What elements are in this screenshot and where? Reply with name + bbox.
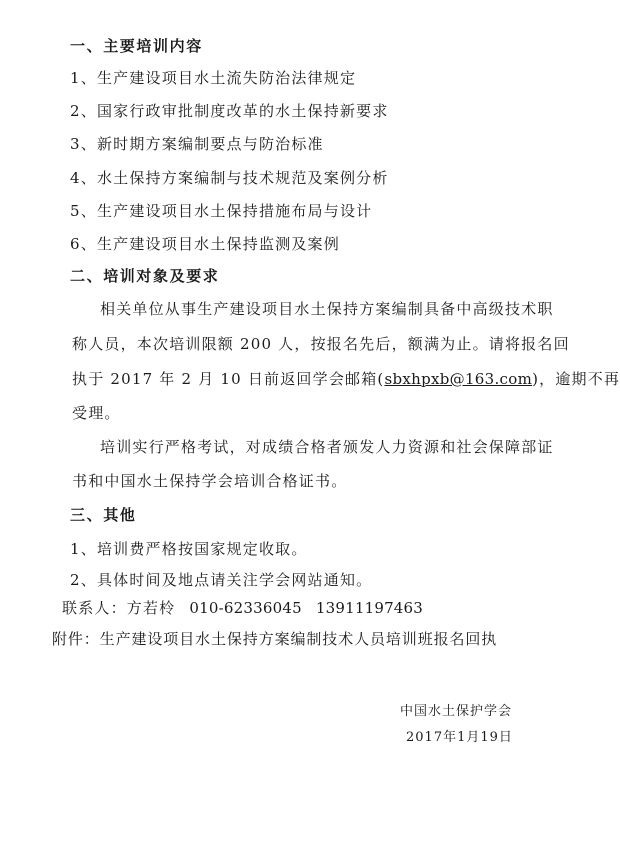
section1-item-4: 4、水土保持方案编制与技术规范及案例分析 (70, 169, 389, 187)
section2-para2-line2: 书和中国水土保持学会培训合格证书。 (72, 472, 348, 490)
section3-item-2: 2、具体时间及地点请关注学会网站通知。 (70, 571, 373, 589)
section2-title: 二、培训对象及要求 (70, 267, 220, 285)
section1-title: 一、主要培训内容 (70, 37, 203, 55)
contact-phone-2: 13911197463 (315, 599, 424, 617)
attachment-line: 附件：生产建设项目水土保持方案编制技术人员培训班报名回执 (52, 630, 498, 648)
section2-para2-line1: 培训实行严格考试，对成绩合格者颁发人力资源和社会保障部证 (100, 438, 554, 456)
contact-phone-1: 010-62336045 (189, 599, 302, 617)
section3-item-1: 1、培训费严格按国家规定收取。 (70, 540, 308, 558)
section2-para1-line3-before: 执于 2017 年 2 月 10 日前返回学会邮箱( (72, 370, 385, 388)
contact-label: 联系人：方若柃 (62, 599, 176, 617)
email-link[interactable]: sbxhpxb@163.com (384, 370, 533, 388)
section1-item-2: 2、国家行政审批制度改革的水土保持新要求 (70, 102, 389, 120)
section1-item-3: 3、新时期方案编制要点与防治标准 (70, 135, 324, 153)
section1-item-1: 1、生产建设项目水土流失防治法律规定 (70, 69, 357, 87)
section2-para1-line3 (72, 369, 620, 389)
section2-para1-line4: 受理。 (72, 404, 121, 422)
contact-line (62, 598, 423, 618)
section2-para1-line1: 相关单位从事生产建设项目水土保持方案编制具备中高级技术职 (100, 300, 554, 318)
section2-para1-line2: 称人员，本次培训限额 200 人，按报名先后，额满为止。请将报名回 (72, 335, 570, 353)
signature-date: 2017年1月19日 (406, 730, 513, 745)
signature-org: 中国水土保护学会 (400, 704, 513, 719)
section3-title: 三、其他 (70, 506, 137, 524)
section1-item-6: 6、生产建设项目水土保持监测及案例 (70, 235, 340, 253)
section1-item-5: 5、生产建设项目水土保持措施布局与设计 (70, 202, 373, 220)
section2-para1-line3-after: )，逾期不再 (532, 370, 620, 388)
